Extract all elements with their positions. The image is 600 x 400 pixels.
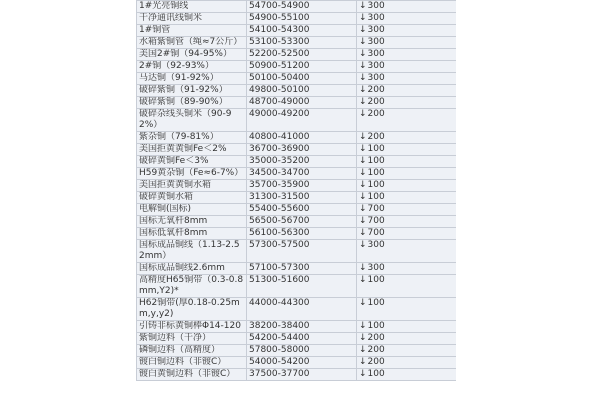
- price-range-cell: 34500-34700: [247, 168, 357, 180]
- table-row: [137, 263, 457, 275]
- material-name-cell: 美国拒黄黄铜水箱: [137, 180, 247, 192]
- table-row: [137, 97, 457, 109]
- price-change-value: 100: [367, 369, 385, 379]
- price-change-value: 200: [367, 357, 385, 367]
- price-range-cell: 37500-37700: [247, 369, 357, 381]
- material-name-cell: 国标低氧杆8mm: [137, 228, 247, 240]
- price-change-value: 100: [367, 275, 385, 285]
- price-range-cell: 48700-49000: [247, 97, 357, 109]
- material-name-cell: 国标成品铜线2.6mm: [137, 263, 247, 275]
- table-row: [137, 109, 457, 132]
- price-change-cell: [357, 204, 457, 216]
- price-change-cell: [357, 357, 457, 369]
- price-change-cell: [357, 25, 457, 37]
- down-arrow-icon: ↓: [359, 132, 367, 142]
- material-name-cell: 镀白铜边料（非镀C）: [137, 357, 247, 369]
- price-change-cell: [357, 49, 457, 61]
- table-row: [137, 321, 457, 333]
- down-arrow-icon: ↓: [359, 156, 367, 166]
- price-change-value: 700: [367, 228, 385, 238]
- price-change-value: 100: [367, 321, 385, 331]
- price-range-cell: 50100-50400: [247, 73, 357, 85]
- price-change-cell: [357, 298, 457, 321]
- price-change-cell: [357, 85, 457, 97]
- table-row: [137, 192, 457, 204]
- down-arrow-icon: ↓: [359, 25, 367, 35]
- table-row: [137, 156, 457, 168]
- price-change-cell: [357, 109, 457, 132]
- price-change-value: 200: [367, 97, 385, 107]
- price-range-cell: 35000-35200: [247, 156, 357, 168]
- table-row: [137, 13, 457, 25]
- price-change-cell: [357, 369, 457, 381]
- down-arrow-icon: ↓: [359, 192, 367, 202]
- table-row: [137, 345, 457, 357]
- price-change-cell: [357, 97, 457, 109]
- material-name-cell: 镀白黄铜边料（非镀C）: [137, 369, 247, 381]
- price-change-value: 200: [367, 85, 385, 95]
- down-arrow-icon: ↓: [359, 275, 367, 285]
- price-change-cell: [357, 144, 457, 156]
- price-change-value: 100: [367, 144, 385, 154]
- material-name-cell: 紫杂铜（79-81%）: [137, 132, 247, 144]
- price-change-cell: [357, 333, 457, 345]
- down-arrow-icon: ↓: [359, 1, 367, 11]
- price-range-cell: 31300-31500: [247, 192, 357, 204]
- price-change-cell: [357, 73, 457, 85]
- price-change-cell: [357, 228, 457, 240]
- down-arrow-icon: ↓: [359, 180, 367, 190]
- price-change-value: 200: [367, 345, 385, 355]
- table-row: [137, 73, 457, 85]
- price-range-cell: 51300-51600: [247, 275, 357, 298]
- material-name-cell: 引铸非标黄铜棒Φ14-120: [137, 321, 247, 333]
- down-arrow-icon: ↓: [359, 37, 367, 47]
- material-name-cell: 国标成品铜线（1.13-2.52mm）: [137, 240, 247, 263]
- down-arrow-icon: ↓: [359, 216, 367, 226]
- price-change-value: 300: [367, 1, 385, 11]
- table-row: [137, 168, 457, 180]
- price-range-cell: 55400-55600: [247, 204, 357, 216]
- material-name-cell: 国标无氧杆8mm: [137, 216, 247, 228]
- price-change-cell: [357, 37, 457, 49]
- down-arrow-icon: ↓: [359, 263, 367, 273]
- material-name-cell: 2#铜（92-93%）: [137, 61, 247, 73]
- price-range-cell: 54900-55100: [247, 13, 357, 25]
- price-range-cell: 57100-57300: [247, 263, 357, 275]
- price-change-cell: [357, 240, 457, 263]
- material-name-cell: 破碎黄铜水箱: [137, 192, 247, 204]
- material-name-cell: 破碎杂线头铜米（90-92%）: [137, 109, 247, 132]
- material-name-cell: H62铜带(厚0.18-0.25mm,y,y2): [137, 298, 247, 321]
- material-name-cell: 紫铜边料（干净）: [137, 333, 247, 345]
- table-row: [137, 49, 457, 61]
- material-name-cell: 破碎黄铜Fe＜3%: [137, 156, 247, 168]
- price-change-value: 300: [367, 25, 385, 35]
- price-table-body: [137, 1, 457, 381]
- down-arrow-icon: ↓: [359, 73, 367, 83]
- material-name-cell: 破碎紫铜（89-90%）: [137, 97, 247, 109]
- price-change-cell: [357, 156, 457, 168]
- price-change-value: 300: [367, 263, 385, 273]
- table-row: [137, 85, 457, 97]
- down-arrow-icon: ↓: [359, 109, 367, 119]
- price-change-value: 200: [367, 109, 385, 119]
- price-range-cell: 38200-38400: [247, 321, 357, 333]
- down-arrow-icon: ↓: [359, 321, 367, 331]
- table-row: [137, 333, 457, 345]
- material-name-cell: 破碎紫铜（91-92%）: [137, 85, 247, 97]
- price-change-value: 100: [367, 192, 385, 202]
- price-change-value: 300: [367, 73, 385, 83]
- price-change-value: 300: [367, 61, 385, 71]
- down-arrow-icon: ↓: [359, 49, 367, 59]
- material-name-cell: H59黄杂铜（Fe≈6-7%）: [137, 168, 247, 180]
- price-table-container: [136, 0, 456, 400]
- price-change-value: 300: [367, 13, 385, 23]
- table-row: [137, 275, 457, 298]
- price-range-cell: 40800-41000: [247, 132, 357, 144]
- table-row: [137, 1, 457, 13]
- material-name-cell: 高精度H65铜带（0.3-0.8mm,Y2)*: [137, 275, 247, 298]
- price-change-cell: [357, 132, 457, 144]
- price-range-cell: 54000-54200: [247, 357, 357, 369]
- price-range-cell: 53100-53300: [247, 37, 357, 49]
- price-change-value: 700: [367, 204, 385, 214]
- down-arrow-icon: ↓: [359, 240, 367, 250]
- price-range-cell: 52200-52500: [247, 49, 357, 61]
- table-row: [137, 180, 457, 192]
- down-arrow-icon: ↓: [359, 85, 367, 95]
- down-arrow-icon: ↓: [359, 345, 367, 355]
- price-change-value: 100: [367, 298, 385, 308]
- price-range-cell: 57300-57500: [247, 240, 357, 263]
- price-range-cell: 49800-50100: [247, 85, 357, 97]
- price-range-cell: 54200-54400: [247, 333, 357, 345]
- down-arrow-icon: ↓: [359, 13, 367, 23]
- table-row: [137, 228, 457, 240]
- material-name-cell: 美国2#铜（94-95%）: [137, 49, 247, 61]
- price-change-cell: [357, 263, 457, 275]
- down-arrow-icon: ↓: [359, 97, 367, 107]
- material-name-cell: 1#光亮铜线: [137, 1, 247, 13]
- price-range-cell: 44000-44300: [247, 298, 357, 321]
- price-change-value: 300: [367, 240, 385, 250]
- table-row: [137, 204, 457, 216]
- down-arrow-icon: ↓: [359, 357, 367, 367]
- table-row: [137, 61, 457, 73]
- material-name-cell: 干净通讯线铜米: [137, 13, 247, 25]
- table-row: [137, 132, 457, 144]
- scrap-copper-price-table: [136, 0, 456, 381]
- price-change-cell: [357, 192, 457, 204]
- down-arrow-icon: ↓: [359, 61, 367, 71]
- price-range-cell: 36700-36900: [247, 144, 357, 156]
- price-change-value: 300: [367, 37, 385, 47]
- price-change-value: 100: [367, 156, 385, 166]
- price-change-value: 700: [367, 216, 385, 226]
- material-name-cell: 马达铜（91-92%）: [137, 73, 247, 85]
- table-row: [137, 298, 457, 321]
- price-range-cell: 57800-58000: [247, 345, 357, 357]
- material-name-cell: 美国拒黄黄铜Fe＜2%: [137, 144, 247, 156]
- price-change-cell: [357, 61, 457, 73]
- table-row: [137, 37, 457, 49]
- price-change-cell: [357, 180, 457, 192]
- price-range-cell: 56500-56700: [247, 216, 357, 228]
- price-range-cell: 54700-54900: [247, 1, 357, 13]
- table-row: [137, 369, 457, 381]
- table-row: [137, 357, 457, 369]
- down-arrow-icon: ↓: [359, 228, 367, 238]
- material-name-cell: 1#铜管: [137, 25, 247, 37]
- price-range-cell: 54100-54300: [247, 25, 357, 37]
- down-arrow-icon: ↓: [359, 204, 367, 214]
- price-change-cell: [357, 168, 457, 180]
- price-range-cell: 49000-49200: [247, 109, 357, 132]
- down-arrow-icon: ↓: [359, 333, 367, 343]
- price-change-cell: [357, 13, 457, 25]
- price-range-cell: 35700-35900: [247, 180, 357, 192]
- price-change-value: 300: [367, 49, 385, 59]
- price-change-value: 200: [367, 333, 385, 343]
- price-change-cell: [357, 1, 457, 13]
- price-change-cell: [357, 345, 457, 357]
- down-arrow-icon: ↓: [359, 144, 367, 154]
- table-row: [137, 144, 457, 156]
- price-range-cell: 50900-51200: [247, 61, 357, 73]
- table-row: [137, 216, 457, 228]
- price-range-cell: 56100-56300: [247, 228, 357, 240]
- down-arrow-icon: ↓: [359, 298, 367, 308]
- table-row: [137, 240, 457, 263]
- price-change-cell: [357, 275, 457, 298]
- table-row: [137, 25, 457, 37]
- price-change-cell: [357, 321, 457, 333]
- price-change-value: 100: [367, 180, 385, 190]
- material-name-cell: 水箱紫铜管（绳≈7公斤）: [137, 37, 247, 49]
- price-change-value: 200: [367, 132, 385, 142]
- down-arrow-icon: ↓: [359, 369, 367, 379]
- material-name-cell: 磷铜边料（高精度）: [137, 345, 247, 357]
- price-change-value: 100: [367, 168, 385, 178]
- material-name-cell: 电解铜(国标): [137, 204, 247, 216]
- down-arrow-icon: ↓: [359, 168, 367, 178]
- price-change-cell: [357, 216, 457, 228]
